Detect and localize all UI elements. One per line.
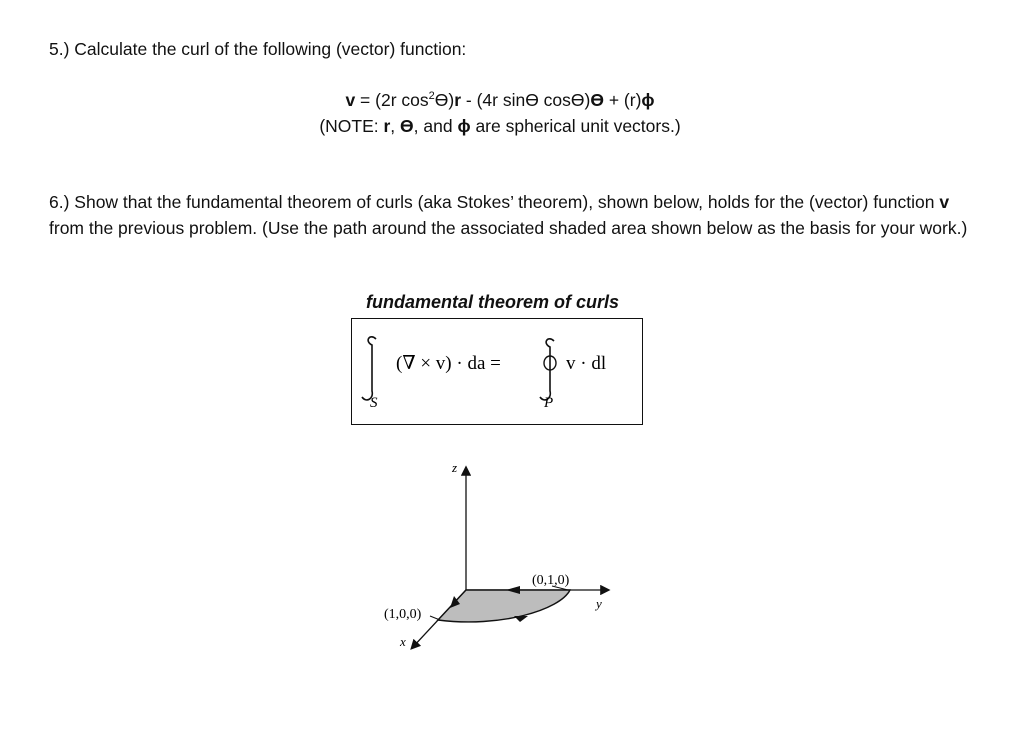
y-axis-label: y [596,596,602,611]
problem-6-part-b: from the previous problem. (Use the path around the associated shaded area shown below as the basis for your work.) [49,217,968,238]
coordinate-figure [360,450,640,660]
surface-label: S [370,395,378,411]
unit-r: r [454,90,462,110]
eq-part-b: ϴ) [434,90,455,110]
theorem-box [351,318,643,425]
shaded-area [438,590,570,622]
problem-5-heading: 5.) Calculate the curl of the following (vector) function: [49,39,467,59]
point-label-x: (1,0,0) [384,607,422,622]
formula-rhs: v · dl [566,353,607,374]
problem-6-text [49,190,969,241]
unit-phi: ϕ [641,90,655,110]
note-part-c: , and [413,116,458,136]
note-part-a: (NOTE: [319,116,384,136]
problem-6-part-a: 6.) Show that the fundamental theorem of curls (aka Stokes’ theorem), shown below, holds for the (vector) function [49,192,940,212]
theorem-title: fundamental theorem of curls [366,292,620,312]
note-theta: ϴ [400,116,414,136]
problem-5-equation [0,90,1000,111]
eq-part-a: = (2r cos [355,90,429,110]
note-part-d: are spherical unit vectors.) [470,116,681,136]
vector-v: v [345,90,356,110]
unit-theta: ϴ [590,90,604,110]
eq-part-d: + (r) [603,90,642,110]
problem-6-vector-v: v [939,192,950,212]
note-part-b: , [390,116,401,136]
integral-sign-icon [362,337,376,400]
point-leader-x [430,616,440,620]
path-label: P [544,395,554,411]
x-axis-label: x [400,634,406,649]
path-arrow-arc-icon [514,616,528,622]
formula-lhs: (∇ × v) · da = [396,353,501,374]
note-r: r [383,116,391,136]
theorem-formula [352,319,642,424]
problem-5-note [0,116,1000,137]
eq-part-c: - (4r sinϴ cosϴ) [461,90,591,110]
eq-exponent: 2 [428,90,435,103]
note-phi: ϕ [457,116,471,136]
point-label-y: (0,1,0) [532,573,570,588]
z-axis-label: z [452,460,458,475]
